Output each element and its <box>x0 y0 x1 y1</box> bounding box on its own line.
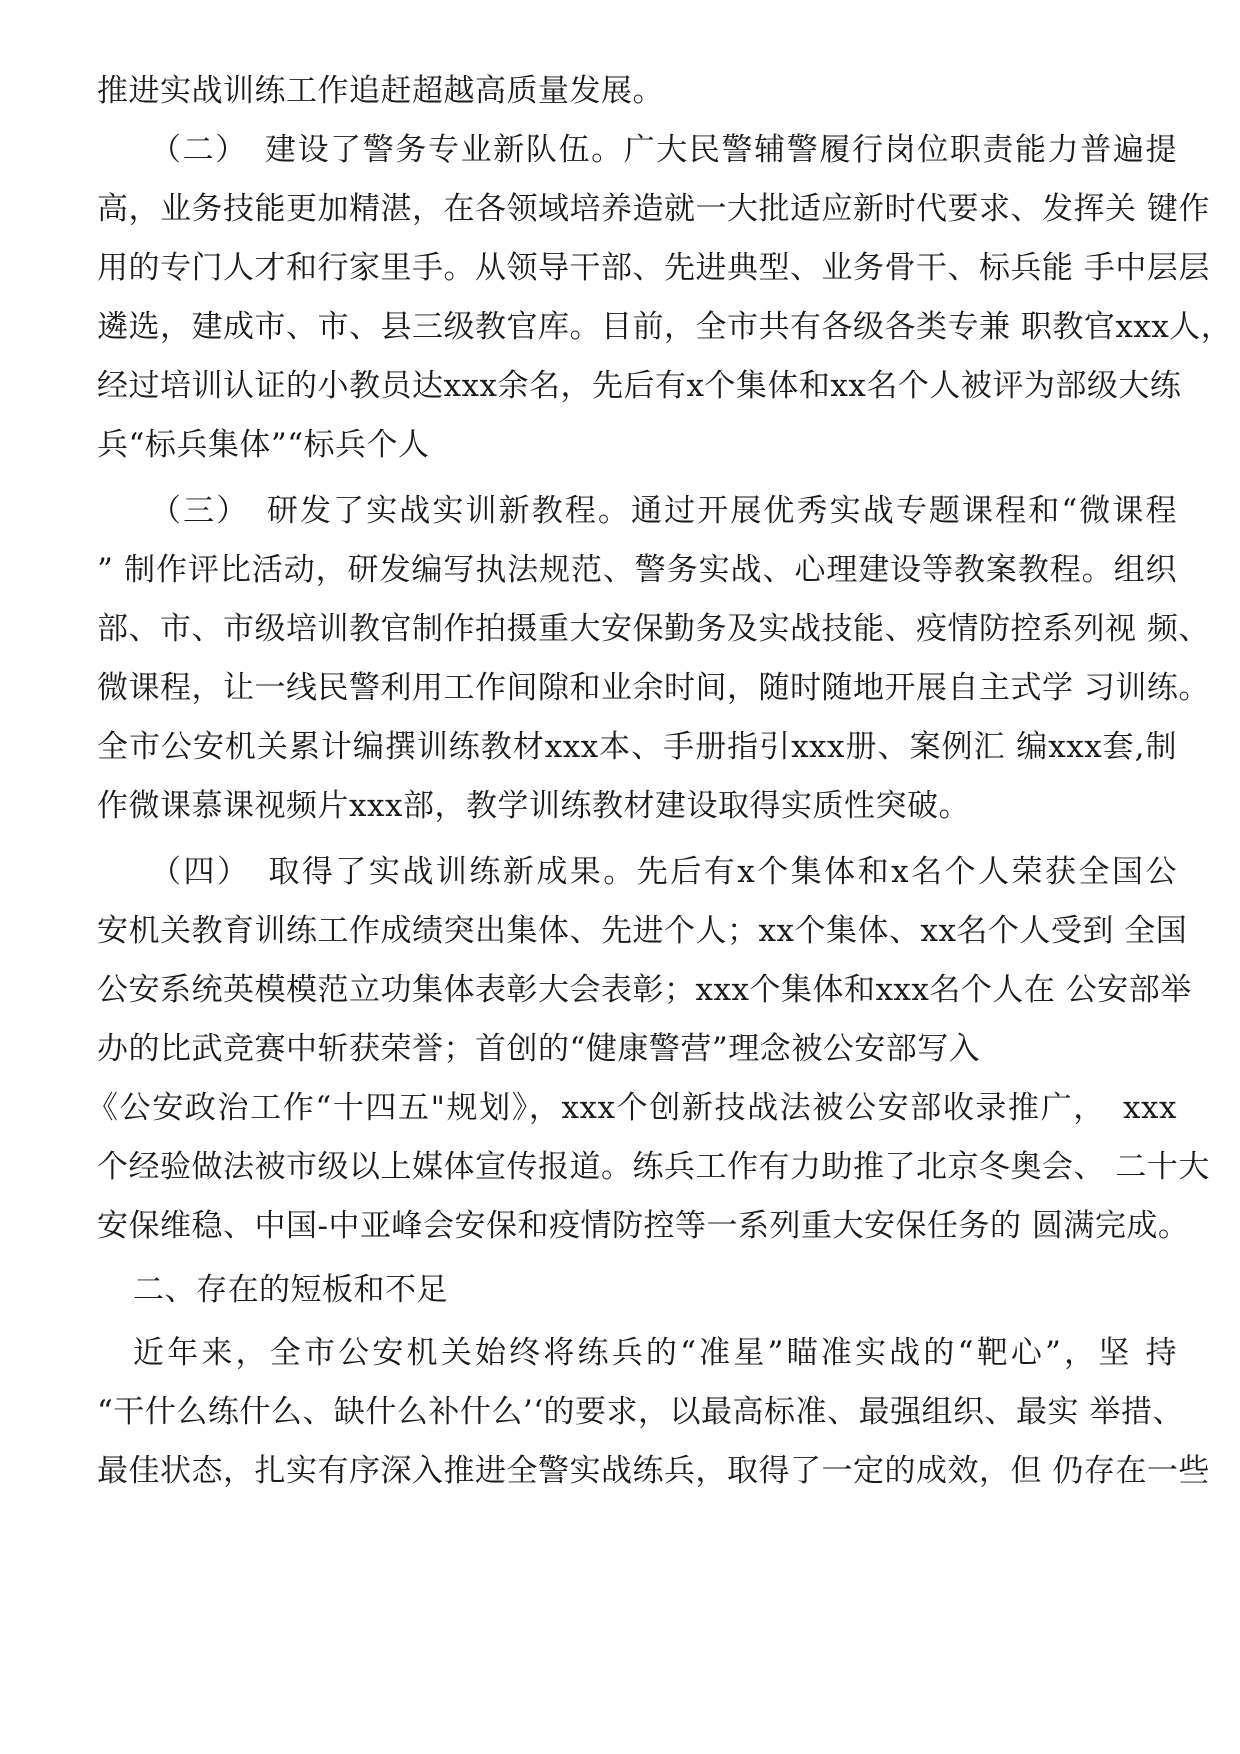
paragraph-line: （二） 建设了警务专业新队伍。广大民警辅警履行岗位职责能力普遍提 <box>150 132 1177 168</box>
paragraph-line: 个经验做法被市级以上媒体宣传报道。练兵工作有力助推了北京冬奥会、 二十大 <box>97 1149 1210 1185</box>
paragraph-line: 公安系统英模模范立功集体表彰大会表彰；xxx个集体和xxx名个人在 公安部举 <box>97 972 1192 1008</box>
paragraph-line: 微课程，让一线民警利用工作间隙和业余时间，随时随地开展自主式学 习训练。 <box>97 670 1210 706</box>
paragraph-line: 用的专门人才和行家里手。从领导干部、先进典型、业务骨干、标兵能 手中层层 <box>97 250 1210 286</box>
paragraph-line: 全市公安机关累计编撰训练教材xxx本、手册指引xxx册、案例汇 编xxx套,制 <box>97 729 1177 765</box>
paragraph-line: 高，业务技能更加精湛，在各领域培养造就一大批适应新时代要求、发挥关 键作 <box>97 191 1210 227</box>
paragraph-line: 最佳状态，扎实有序深入推进全警实战练兵，取得了一定的成效，但 仍存在一些 <box>97 1453 1210 1489</box>
section-heading: 二、存在的短板和不足 <box>133 1272 448 1308</box>
paragraph-line: 办的比武竞赛中斩获荣誉；首创的“健康警营”理念被公安部写入 <box>97 1031 981 1067</box>
paragraph-line: 安机关教育训练工作成绩突出集体、先进个人；xx个集体、xx名个人受到 全国 <box>97 913 1188 949</box>
paragraph-line: 兵“标兵集体”“标兵个人 <box>97 427 430 463</box>
paragraph-line: 部、市、市级培训教官制作拍摄重大安保勤务及实战技能、疫情防控系列视 频、 <box>97 611 1210 647</box>
paragraph-line: 经过培训认证的小教员达xxx余名，先后有x个集体和xx名个人被评为部级大练 <box>97 368 1182 404</box>
paragraph-line: 作微课慕课视频片xxx部，教学训练教材建设取得实质性突破。 <box>97 788 970 824</box>
paragraph-line: ” 制作评比活动，研发编写执法规范、警务实战、心理建设等教案教程。组织 <box>97 552 1177 588</box>
paragraph-line: “干什么练什么、缺什么补什么’‘的要求，以最高标准、最强组织、最实 举措、 <box>97 1394 1184 1430</box>
paragraph-line: 近年来，全市公安机关始终将练兵的“准星”瞄准实战的“靶心”，坚 持 <box>133 1335 1177 1371</box>
paragraph-line: 遴选，建成市、市、县三级教官库。目前，全市共有各级各类专兼 职教官xxx人， <box>97 309 1233 345</box>
paragraph-line: （三） 研发了实战实训新教程。通过开展优秀实战专题课程和“微课程 <box>150 493 1177 529</box>
paragraph-line: 安保维稳、中国-中亚峰会安保和疫情防控等一系列重大安保任务的 圆满完成。 <box>97 1208 1190 1244</box>
paragraph-line: （四） 取得了实战训练新成果。先后有x个集体和x名个人荣获全国公 <box>150 854 1177 890</box>
paragraph-line: 《公安政治工作“十四五"规划》，xxx个创新技战法被公安部收录推广， xxx <box>87 1090 1177 1126</box>
paragraph-line: 推进实战训练工作追赶超越高质量发展。 <box>97 73 664 109</box>
